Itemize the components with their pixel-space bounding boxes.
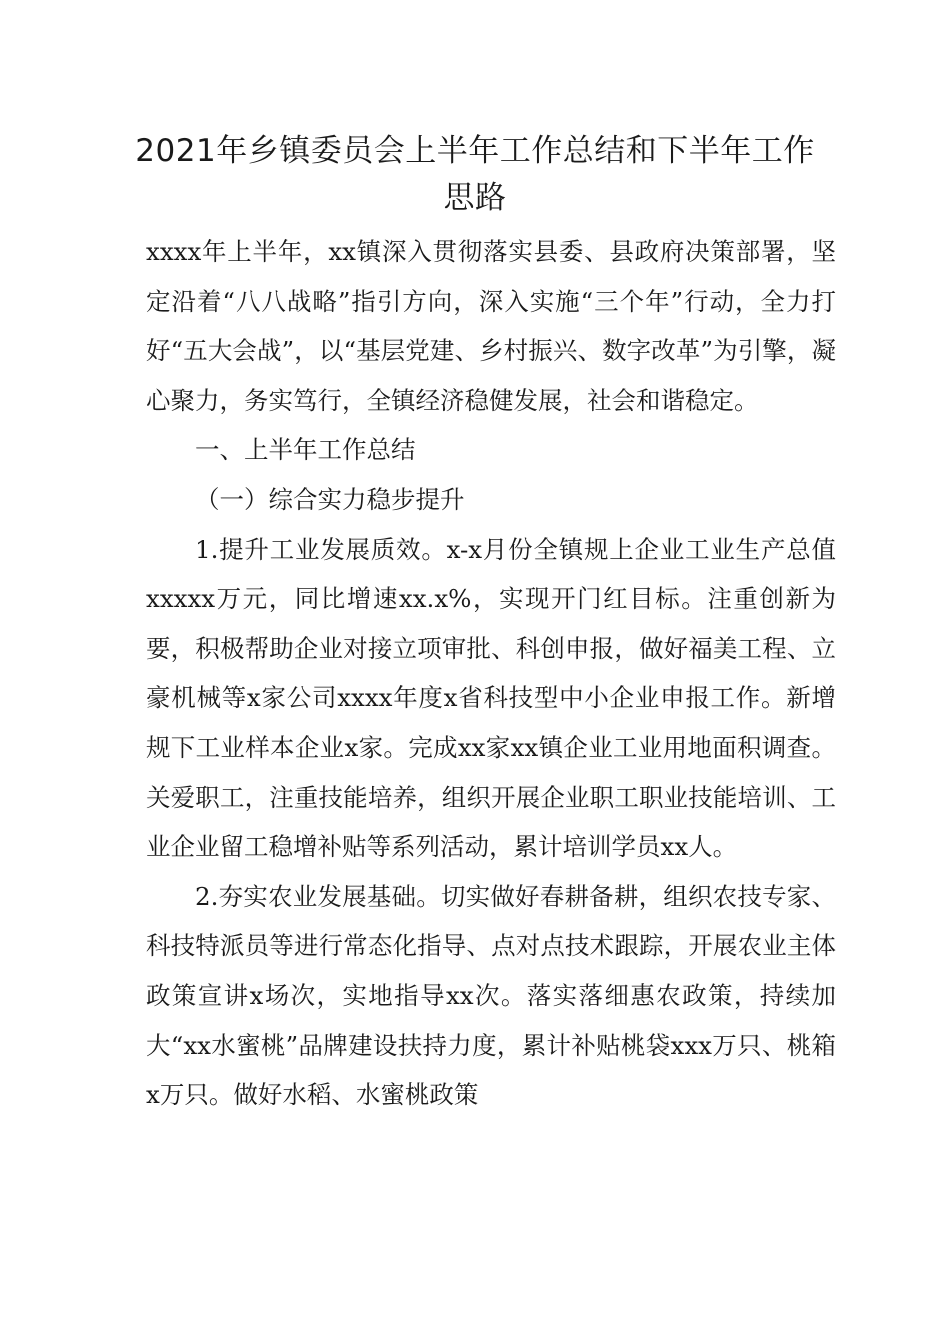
paragraph-industry: 1.提升工业发展质效。x-x月份全镇规上企业工业生产总值xxxxx万元，同比增速xx.x%，实现开门红目标。注重创新为要，积极帮助企业对接立项审批、科创申报，做好福美工程、立豪机械等x家公司xxxx年度x省科技型中小企业申报工作。新增规下工业样本企业x家。完成xx家xx镇企业工业用地面积调查。关爱职工，注重技能培养，组织开展企业职工职业技能培训、工业企业留工稳增补贴等系列活动，累计培训学员xx人。: [146, 534, 836, 862]
subsection-heading: （一）综合实力稳步提升: [195, 484, 465, 514]
paragraph-agriculture: 2.夯实农业发展基础。切实做好春耕备耕，组织农技专家、科技特派员等进行常态化指导、点对点技术跟踪，开展农业主体政策宣讲x场次，实地指导xx次。落实落细惠农政策，持续加大“xx水蜜桃”品牌建设扶持力度，累计补贴桃袋xxx万只、桃箱x万只。做好水稻、水蜜桃政策: [146, 881, 836, 1110]
document-title: 2021年乡镇委员会上半年工作总结和下半年工作思路: [135, 133, 815, 216]
section-heading: 一、上半年工作总结: [195, 435, 416, 465]
intro-paragraph: xxxx年上半年，xx镇深入贯彻落实县委、县政府决策部署，坚定沿着“八八战略”指引方向，深入实施“三个年”行动，全力打好“五大会战”，以“基层党建、乡村振兴、数字改革”为引擎，凝心聚力，务实笃行，全镇经济稳健发展，社会和谐稳定。: [146, 237, 836, 415]
document-body: [146, 227, 836, 1120]
